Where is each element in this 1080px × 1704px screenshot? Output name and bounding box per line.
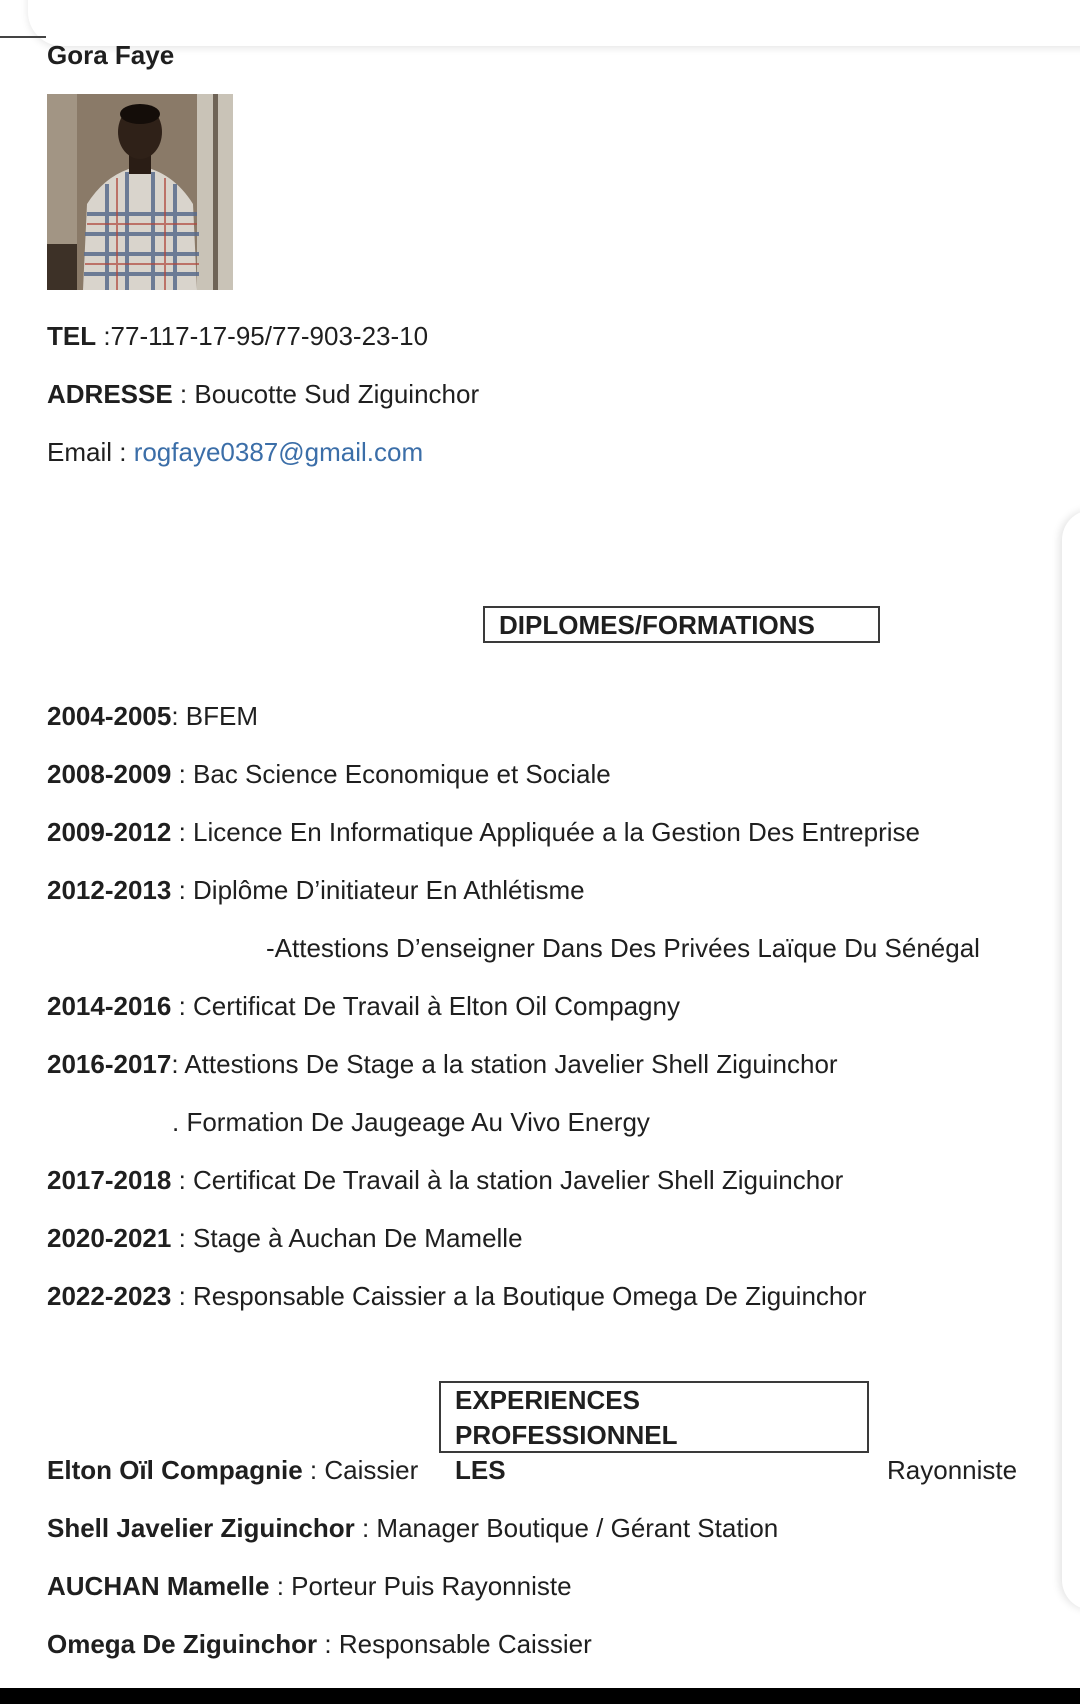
diplomes-section-title: DIPLOMES/FORMATIONS (483, 606, 880, 643)
experience-company: Elton Oïl Compagnie (47, 1455, 303, 1485)
diplome-item (47, 1222, 523, 1254)
profile-photo (47, 94, 233, 290)
experiences-section-title (439, 1381, 869, 1485)
experience-company: Shell Javelier Ziguinchor (47, 1513, 355, 1543)
diplome-item (47, 874, 585, 906)
email-link[interactable]: rogfaye0387@gmail.com (133, 437, 424, 467)
diplome-years: 2009-2012 (47, 817, 172, 847)
diplome-text: : Stage à Auchan De Mamelle (171, 1223, 523, 1253)
tel-label: TEL (47, 321, 97, 351)
diplome-text: . Formation De Jaugeage Au Vivo Energy (172, 1107, 650, 1137)
bottom-bar (0, 1688, 1080, 1704)
email-label: Email : (47, 437, 134, 467)
experience-role: : Manager Boutique / Gérant Station (354, 1513, 779, 1543)
diplome-years: 2008-2009 (47, 759, 172, 789)
diplome-text: : Bac Science Economique et Sociale (171, 759, 611, 789)
diplome-subitem (266, 932, 980, 964)
candidate-name: Gora Faye (47, 40, 175, 70)
diplome-item (47, 700, 258, 732)
diplome-text: -Attestions D’enseigner Dans Des Privées Laïque Du Sénégal (266, 933, 980, 963)
diplome-text: : Diplôme D’initiateur En Athlétisme (171, 875, 585, 905)
profile-photo-image (47, 94, 233, 290)
diplome-text: : Licence En Informatique Appliquée a la Gestion Des Entreprise (171, 817, 920, 847)
experience-item (47, 1628, 592, 1660)
diplome-subitem (172, 1106, 650, 1138)
address-line (47, 378, 479, 410)
diplome-item (47, 1280, 867, 1312)
diplome-text: : Certificat De Travail à Elton Oil Compagny (171, 991, 680, 1021)
diplome-years: 2014-2016 (47, 991, 172, 1021)
diplome-years: 2022-2023 (47, 1281, 172, 1311)
diplome-text: : Attestions De Stage a la station Javelier Shell Ziguinchor (171, 1049, 838, 1079)
experience-item (47, 1570, 572, 1602)
experience-role: : Caissier (302, 1455, 419, 1485)
experience-role: : Responsable Caissier (317, 1629, 592, 1659)
diplome-text: : Certificat De Travail à la station Javelier Shell Ziguinchor (171, 1165, 844, 1195)
diplome-years: 2012-2013 (47, 875, 172, 905)
experience-item (47, 1454, 418, 1486)
diplome-item (47, 816, 920, 848)
experiences-title-line: EXPERIENCES PROFESSIONNEL (455, 1385, 678, 1450)
diplome-item (47, 758, 611, 790)
diplome-text: : BFEM (171, 701, 259, 731)
diplome-years: 2016-2017 (47, 1049, 172, 1079)
diplome-item (47, 1048, 838, 1080)
address-value: : Boucotte Sud Ziguinchor (172, 379, 480, 409)
experience-role: : Porteur Puis Rayonniste (269, 1571, 572, 1601)
diplome-years: 2004-2005 (47, 701, 172, 731)
experience-company: Omega De Ziguinchor (47, 1629, 318, 1659)
tel-line (47, 320, 428, 352)
address-label: ADRESSE (47, 379, 173, 409)
experiences-title-line: LES (455, 1455, 506, 1485)
email-line (47, 436, 423, 468)
diplome-item (47, 1164, 843, 1196)
diplome-text: : Responsable Caissier a la Boutique Omega De Ziguinchor (171, 1281, 867, 1311)
diplome-years: 2020-2021 (47, 1223, 172, 1253)
diplome-item (47, 990, 680, 1022)
diplome-years: 2017-2018 (47, 1165, 172, 1195)
experience-item (47, 1512, 778, 1544)
experience-extra-role: Rayonniste (887, 1455, 1018, 1485)
tel-value: :77-117-17-95/77-903-23-10 (96, 321, 429, 351)
experience-company: AUCHAN Mamelle (47, 1571, 270, 1601)
